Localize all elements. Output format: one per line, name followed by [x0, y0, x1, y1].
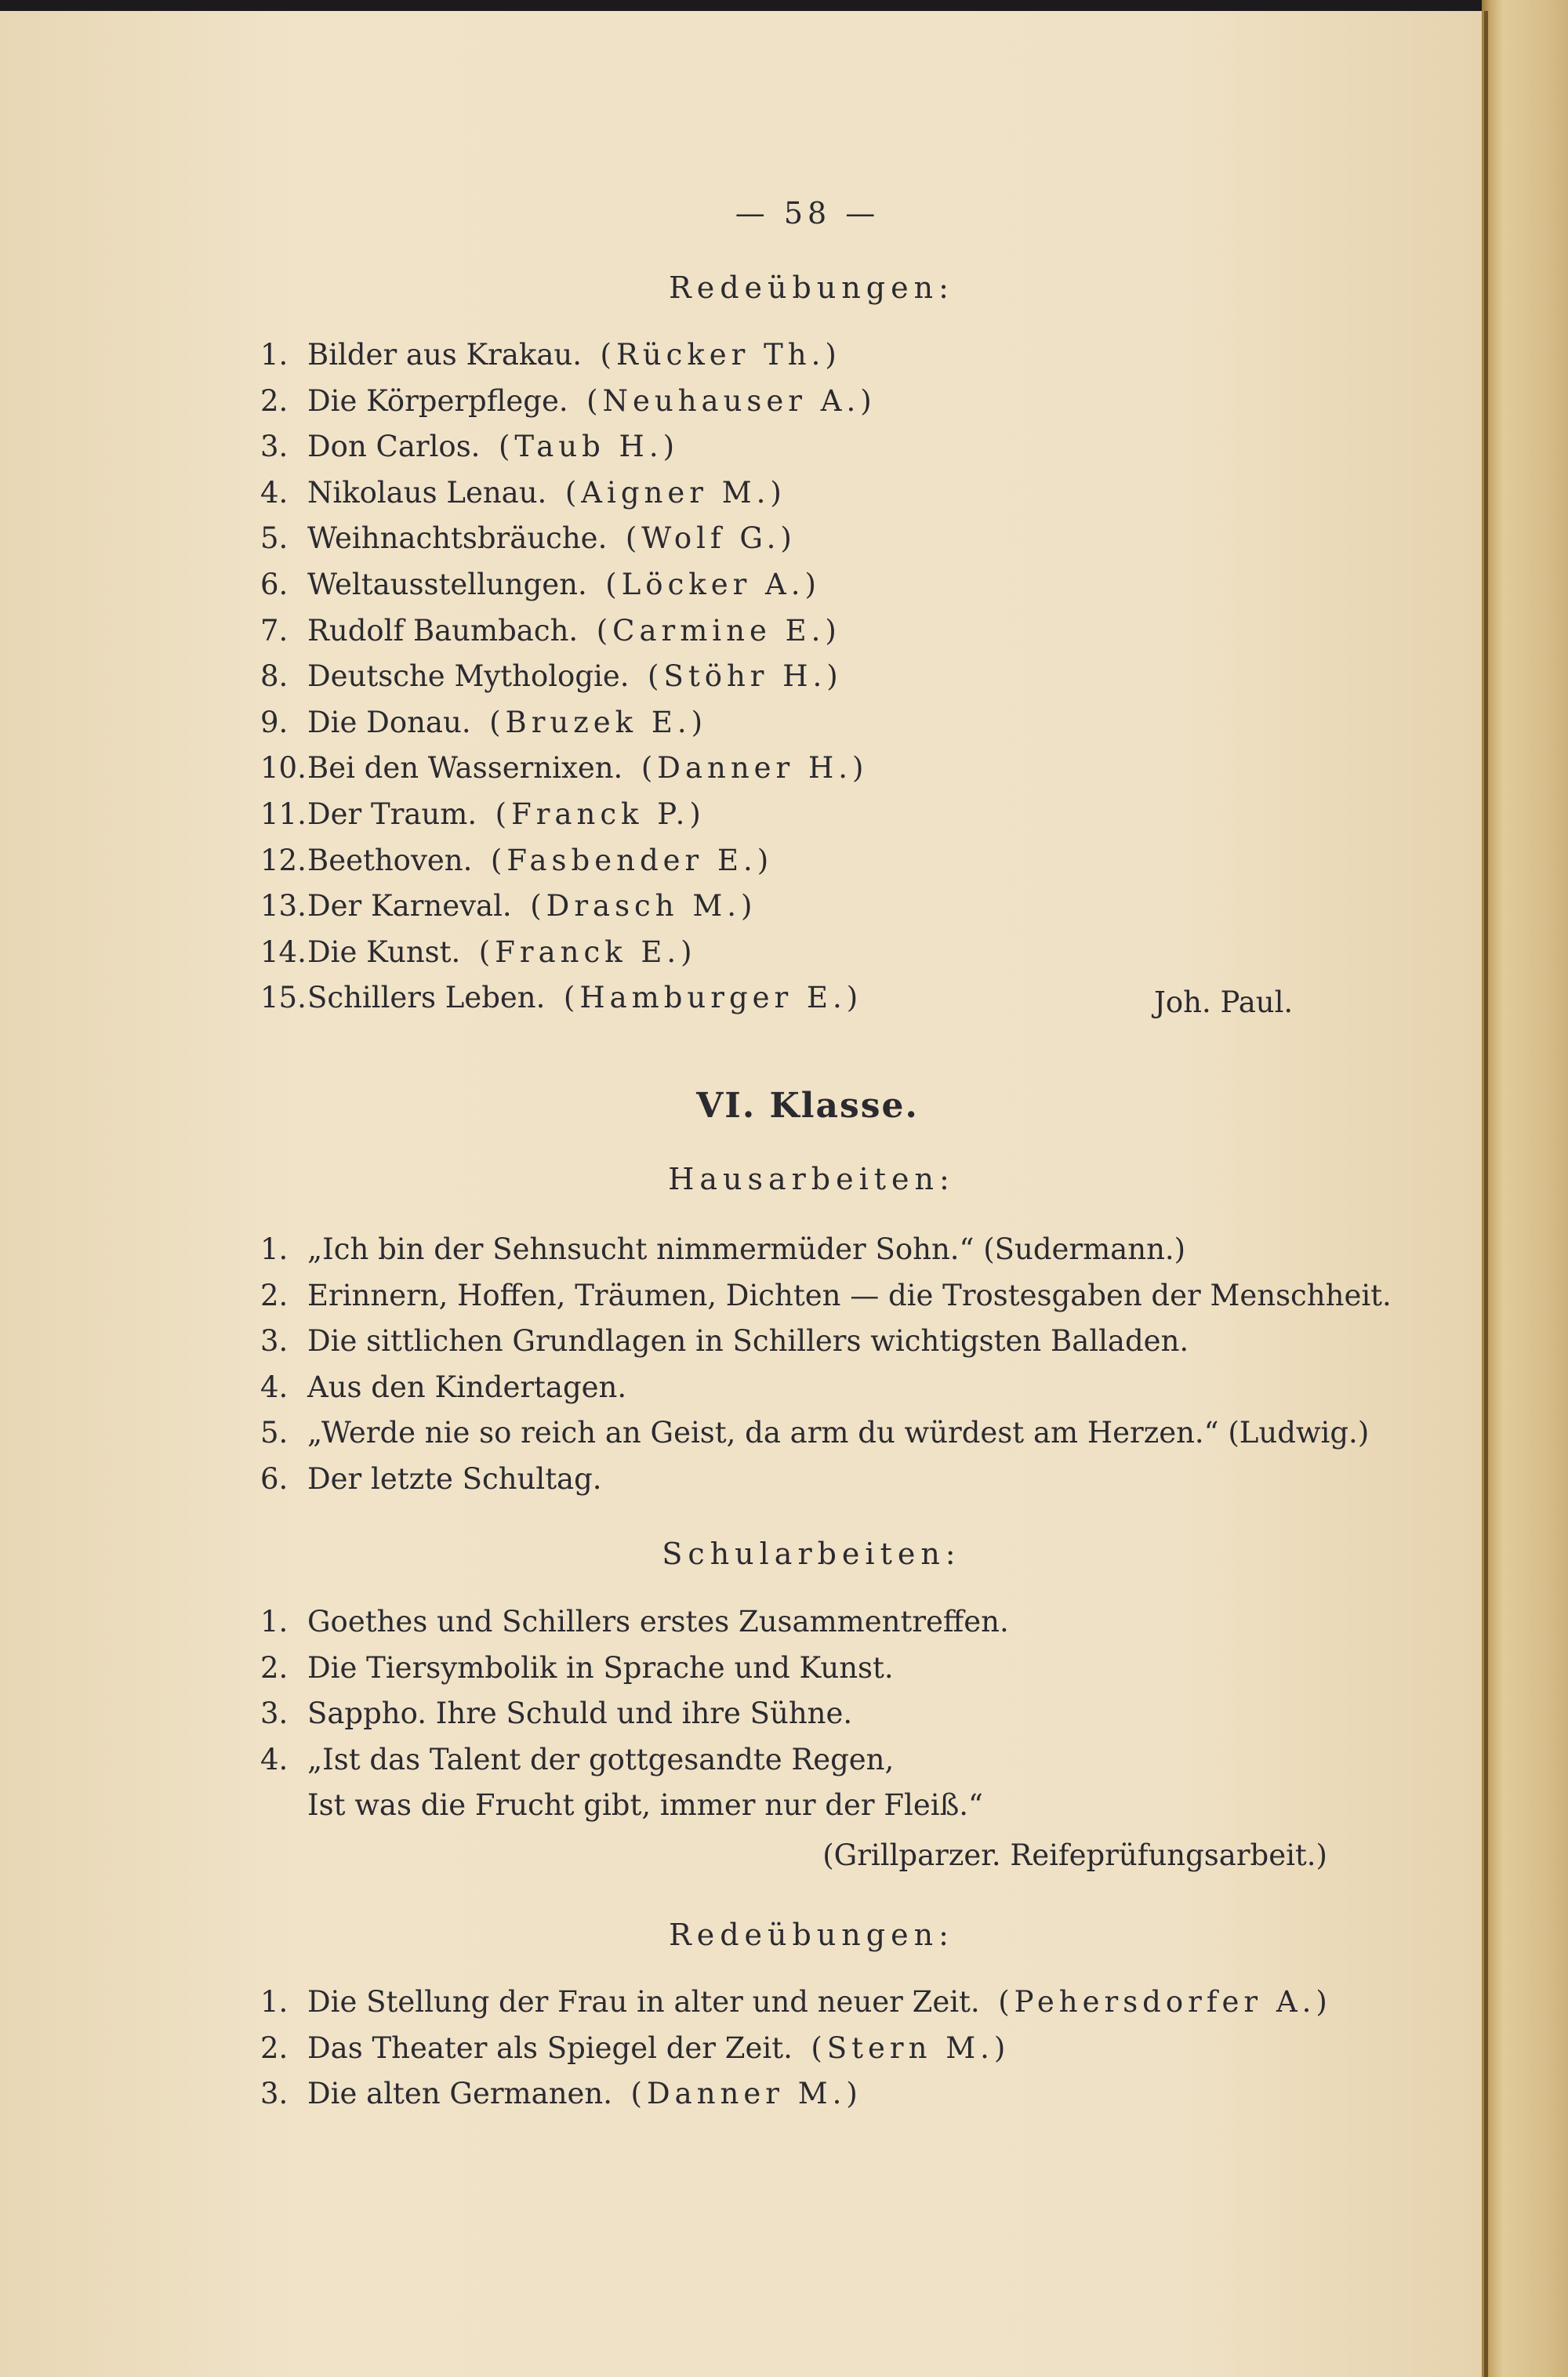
section-heading-redeuebungen: Redeübungen: — [669, 270, 954, 305]
section-heading-redeuebungen-2: Redeübungen: — [669, 1918, 954, 1952]
page-number: — 58 — — [735, 196, 880, 230]
class-title: VI. Klasse. — [696, 1086, 919, 1126]
section-heading-schularbeiten: Schularbeiten: — [662, 1537, 961, 1571]
quote-attribution: (Grillparzer. Reifeprüfungsarbeit.) — [822, 1838, 1327, 1872]
section-heading-hausarbeiten: Hausarbeiten: — [668, 1162, 955, 1196]
page-top-edge — [0, 0, 1568, 11]
author-credit: Joh. Paul. — [1154, 985, 1294, 1019]
